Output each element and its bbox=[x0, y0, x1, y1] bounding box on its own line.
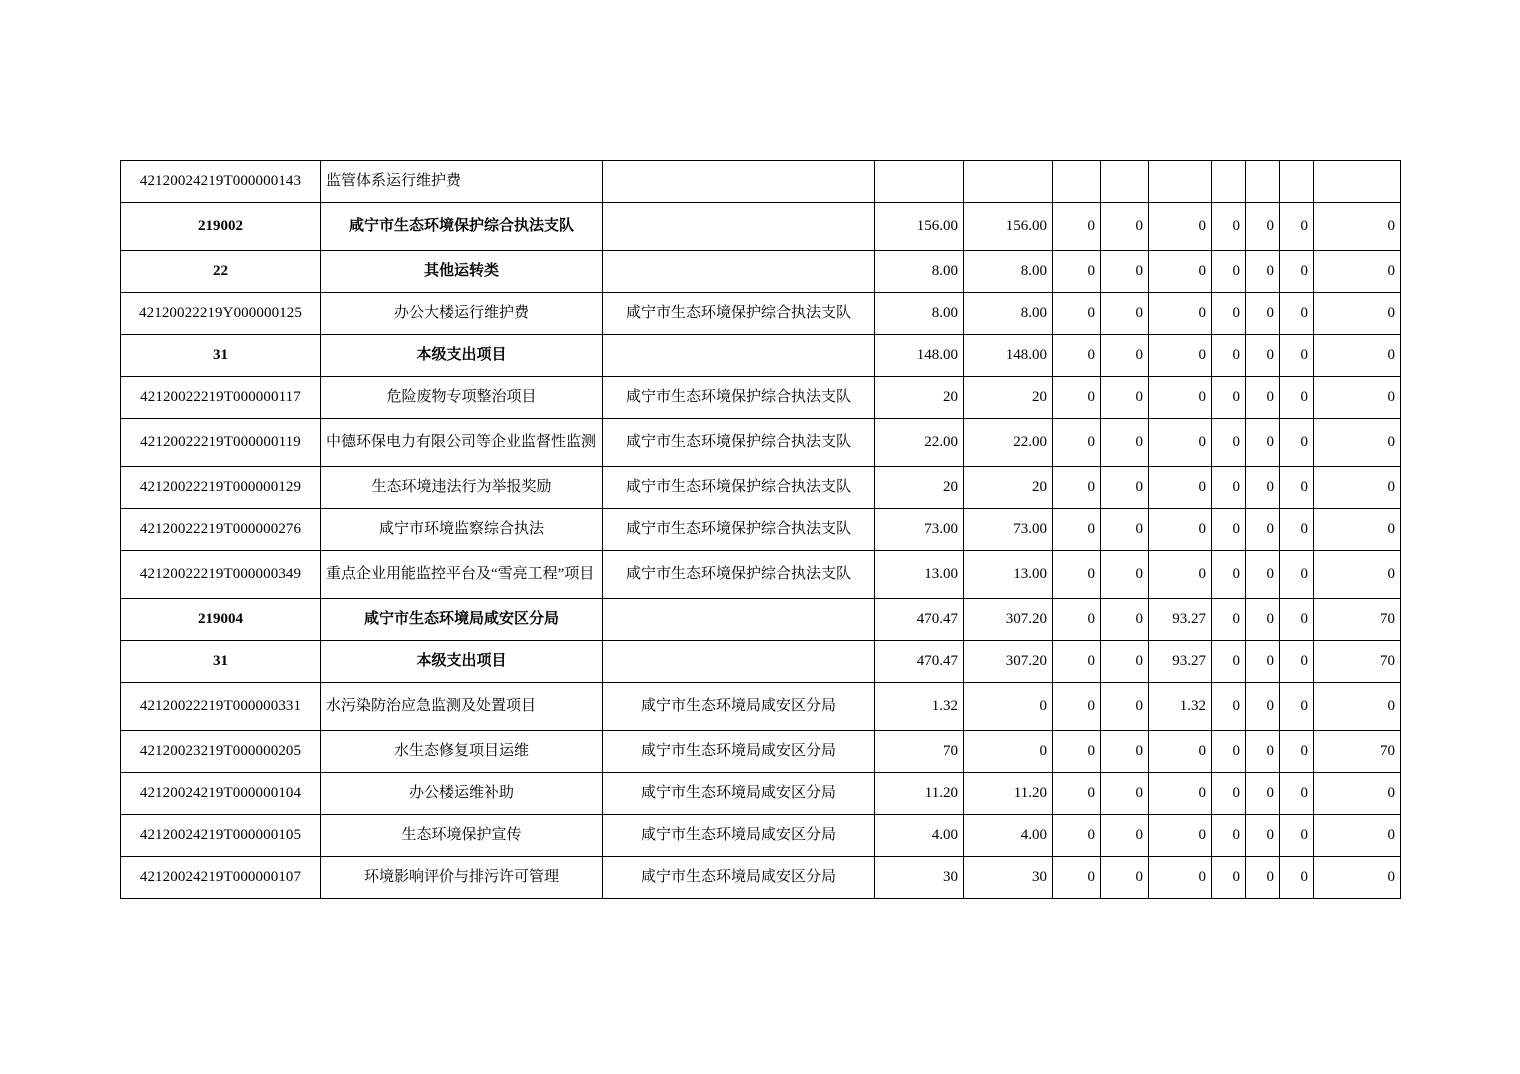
cell-value bbox=[1053, 161, 1101, 203]
cell-value: 93.27 bbox=[1149, 599, 1212, 641]
cell-value bbox=[1314, 161, 1401, 203]
cell-value: 470.47 bbox=[875, 599, 964, 641]
cell-project-code: 42120024219T000000143 bbox=[121, 161, 321, 203]
cell-value: 0 bbox=[1212, 551, 1246, 599]
table-row bbox=[121, 377, 1401, 419]
cell-value: 0 bbox=[1149, 773, 1212, 815]
cell-project-code: 42120024219T000000104 bbox=[121, 773, 321, 815]
cell-value: 0 bbox=[1314, 857, 1401, 899]
cell-value: 0 bbox=[1101, 377, 1149, 419]
cell-project-name: 水污染防治应急监测及处置项目 bbox=[321, 683, 603, 731]
cell-value: 0 bbox=[1314, 551, 1401, 599]
cell-unit-name bbox=[603, 641, 875, 683]
cell-project-code: 219002 bbox=[121, 203, 321, 251]
cell-value: 13.00 bbox=[875, 551, 964, 599]
cell-project-name: 水生态修复项目运维 bbox=[321, 731, 603, 773]
cell-value: 0 bbox=[1053, 641, 1101, 683]
cell-project-code: 22 bbox=[121, 251, 321, 293]
cell-value: 0 bbox=[1314, 335, 1401, 377]
cell-value: 0 bbox=[1314, 773, 1401, 815]
cell-value: 0 bbox=[1053, 377, 1101, 419]
cell-value: 0 bbox=[1280, 467, 1314, 509]
cell-value: 0 bbox=[964, 731, 1053, 773]
cell-project-code: 42120022219T000000119 bbox=[121, 419, 321, 467]
cell-value: 0 bbox=[1053, 551, 1101, 599]
cell-value: 0 bbox=[1149, 293, 1212, 335]
budget-table-container bbox=[120, 160, 1400, 899]
cell-value: 0 bbox=[1212, 773, 1246, 815]
cell-project-code: 42120022219T000000129 bbox=[121, 467, 321, 509]
cell-value bbox=[1280, 161, 1314, 203]
cell-value: 0 bbox=[1246, 815, 1280, 857]
cell-project-name: 环境影响评价与排污许可管理 bbox=[321, 857, 603, 899]
cell-project-name: 危险废物专项整治项目 bbox=[321, 377, 603, 419]
cell-value: 0 bbox=[1053, 293, 1101, 335]
cell-value: 0 bbox=[1246, 509, 1280, 551]
cell-value: 70 bbox=[1314, 731, 1401, 773]
cell-project-name: 监管体系运行维护费 bbox=[321, 161, 603, 203]
table-row bbox=[121, 641, 1401, 683]
cell-value: 0 bbox=[1246, 419, 1280, 467]
cell-value: 0 bbox=[1314, 377, 1401, 419]
cell-value bbox=[964, 161, 1053, 203]
cell-value: 0 bbox=[1101, 599, 1149, 641]
table-row bbox=[121, 203, 1401, 251]
cell-value: 0 bbox=[1212, 683, 1246, 731]
cell-unit-name bbox=[603, 599, 875, 641]
cell-value: 20 bbox=[964, 467, 1053, 509]
cell-value bbox=[1149, 161, 1212, 203]
cell-project-name: 办公大楼运行维护费 bbox=[321, 293, 603, 335]
table-row bbox=[121, 731, 1401, 773]
cell-value: 0 bbox=[1212, 251, 1246, 293]
cell-unit-name: 咸宁市生态环境局咸安区分局 bbox=[603, 857, 875, 899]
cell-value: 0 bbox=[1314, 467, 1401, 509]
cell-value: 0 bbox=[1280, 857, 1314, 899]
cell-project-name: 中德环保电力有限公司等企业监督性监测 bbox=[321, 419, 603, 467]
table-row bbox=[121, 551, 1401, 599]
cell-value: 20 bbox=[964, 377, 1053, 419]
cell-value: 0 bbox=[1246, 641, 1280, 683]
cell-value: 0 bbox=[1246, 599, 1280, 641]
cell-project-code: 42120022219T000000349 bbox=[121, 551, 321, 599]
cell-value: 0 bbox=[1149, 377, 1212, 419]
table-row bbox=[121, 857, 1401, 899]
table-row bbox=[121, 335, 1401, 377]
budget-table bbox=[120, 160, 1401, 899]
cell-project-code: 31 bbox=[121, 335, 321, 377]
cell-value: 0 bbox=[1101, 641, 1149, 683]
cell-value: 0 bbox=[1053, 857, 1101, 899]
cell-value: 307.20 bbox=[964, 641, 1053, 683]
cell-value: 0 bbox=[1246, 857, 1280, 899]
cell-value bbox=[1212, 161, 1246, 203]
cell-value: 0 bbox=[1053, 203, 1101, 251]
cell-value: 0 bbox=[1053, 467, 1101, 509]
cell-value: 70 bbox=[1314, 641, 1401, 683]
cell-value: 0 bbox=[1149, 509, 1212, 551]
cell-value: 0 bbox=[1053, 419, 1101, 467]
cell-value: 0 bbox=[1280, 203, 1314, 251]
cell-value: 0 bbox=[1101, 683, 1149, 731]
cell-value: 0 bbox=[1212, 857, 1246, 899]
cell-value: 0 bbox=[1246, 251, 1280, 293]
table-row bbox=[121, 599, 1401, 641]
cell-value: 0 bbox=[1280, 377, 1314, 419]
cell-value: 156.00 bbox=[875, 203, 964, 251]
cell-value: 73.00 bbox=[875, 509, 964, 551]
cell-value: 0 bbox=[1053, 683, 1101, 731]
cell-project-name: 重点企业用能监控平台及“雪亮工程”项目 bbox=[321, 551, 603, 599]
cell-value: 1.32 bbox=[875, 683, 964, 731]
cell-value: 0 bbox=[1280, 599, 1314, 641]
cell-value: 0 bbox=[1212, 509, 1246, 551]
cell-value: 0 bbox=[1314, 683, 1401, 731]
cell-value: 0 bbox=[1212, 815, 1246, 857]
cell-value: 0 bbox=[1101, 773, 1149, 815]
cell-project-name: 其他运转类 bbox=[321, 251, 603, 293]
table-row bbox=[121, 161, 1401, 203]
cell-value: 0 bbox=[1212, 599, 1246, 641]
cell-value: 0 bbox=[1212, 335, 1246, 377]
cell-value: 0 bbox=[1053, 335, 1101, 377]
cell-value: 70 bbox=[1314, 599, 1401, 641]
cell-value: 0 bbox=[1053, 599, 1101, 641]
cell-value: 93.27 bbox=[1149, 641, 1212, 683]
cell-value: 0 bbox=[1101, 251, 1149, 293]
cell-value: 0 bbox=[1246, 551, 1280, 599]
cell-unit-name: 咸宁市生态环境局咸安区分局 bbox=[603, 773, 875, 815]
cell-value: 11.20 bbox=[875, 773, 964, 815]
cell-value: 11.20 bbox=[964, 773, 1053, 815]
cell-project-name: 本级支出项目 bbox=[321, 641, 603, 683]
cell-value: 0 bbox=[1246, 335, 1280, 377]
cell-value: 0 bbox=[1246, 377, 1280, 419]
cell-value: 148.00 bbox=[964, 335, 1053, 377]
cell-value: 0 bbox=[1212, 293, 1246, 335]
cell-value: 8.00 bbox=[875, 251, 964, 293]
cell-unit-name bbox=[603, 203, 875, 251]
cell-value: 0 bbox=[1246, 731, 1280, 773]
cell-value: 70 bbox=[875, 731, 964, 773]
cell-value: 0 bbox=[1280, 293, 1314, 335]
cell-value: 0 bbox=[1212, 641, 1246, 683]
cell-value: 20 bbox=[875, 377, 964, 419]
cell-value: 0 bbox=[1101, 467, 1149, 509]
cell-project-name: 咸宁市环境监察综合执法 bbox=[321, 509, 603, 551]
cell-value: 0 bbox=[1053, 509, 1101, 551]
cell-project-name: 本级支出项目 bbox=[321, 335, 603, 377]
cell-project-code: 42120022219T000000117 bbox=[121, 377, 321, 419]
cell-project-name: 咸宁市生态环境局咸安区分局 bbox=[321, 599, 603, 641]
cell-value: 1.32 bbox=[1149, 683, 1212, 731]
cell-value: 0 bbox=[1280, 815, 1314, 857]
cell-value: 20 bbox=[875, 467, 964, 509]
cell-value: 0 bbox=[1212, 377, 1246, 419]
cell-value: 0 bbox=[1149, 551, 1212, 599]
cell-value: 0 bbox=[1314, 251, 1401, 293]
cell-value: 8.00 bbox=[875, 293, 964, 335]
budget-table-body bbox=[121, 161, 1401, 899]
table-row bbox=[121, 815, 1401, 857]
cell-value: 0 bbox=[1149, 731, 1212, 773]
cell-value: 0 bbox=[1101, 857, 1149, 899]
cell-unit-name: 咸宁市生态环境局咸安区分局 bbox=[603, 683, 875, 731]
cell-value: 0 bbox=[1101, 419, 1149, 467]
cell-value: 156.00 bbox=[964, 203, 1053, 251]
cell-project-code: 42120023219T000000205 bbox=[121, 731, 321, 773]
cell-value: 0 bbox=[1314, 509, 1401, 551]
cell-value: 73.00 bbox=[964, 509, 1053, 551]
cell-unit-name: 咸宁市生态环境保护综合执法支队 bbox=[603, 377, 875, 419]
table-row bbox=[121, 773, 1401, 815]
cell-value: 0 bbox=[1101, 551, 1149, 599]
table-row bbox=[121, 251, 1401, 293]
cell-value: 0 bbox=[1280, 683, 1314, 731]
cell-value: 0 bbox=[1280, 335, 1314, 377]
cell-value: 8.00 bbox=[964, 251, 1053, 293]
cell-value: 0 bbox=[1053, 731, 1101, 773]
cell-project-name: 生态环境保护宣传 bbox=[321, 815, 603, 857]
cell-project-code: 42120024219T000000105 bbox=[121, 815, 321, 857]
cell-value: 0 bbox=[1149, 251, 1212, 293]
cell-value bbox=[1101, 161, 1149, 203]
cell-value: 307.20 bbox=[964, 599, 1053, 641]
cell-value: 0 bbox=[1212, 467, 1246, 509]
cell-value bbox=[1246, 161, 1280, 203]
cell-project-code: 42120022219T000000276 bbox=[121, 509, 321, 551]
cell-value: 0 bbox=[1280, 509, 1314, 551]
table-row bbox=[121, 293, 1401, 335]
cell-value: 0 bbox=[1053, 815, 1101, 857]
cell-value: 0 bbox=[1212, 419, 1246, 467]
table-row bbox=[121, 683, 1401, 731]
cell-project-name: 办公楼运维补助 bbox=[321, 773, 603, 815]
cell-unit-name: 咸宁市生态环境局咸安区分局 bbox=[603, 815, 875, 857]
table-row bbox=[121, 509, 1401, 551]
cell-unit-name: 咸宁市生态环境局咸安区分局 bbox=[603, 731, 875, 773]
cell-value: 4.00 bbox=[964, 815, 1053, 857]
cell-value: 0 bbox=[1053, 251, 1101, 293]
cell-value: 13.00 bbox=[964, 551, 1053, 599]
cell-value: 0 bbox=[1280, 551, 1314, 599]
cell-value: 0 bbox=[1212, 731, 1246, 773]
cell-value: 0 bbox=[1149, 419, 1212, 467]
cell-value: 22.00 bbox=[875, 419, 964, 467]
cell-unit-name bbox=[603, 335, 875, 377]
cell-value: 470.47 bbox=[875, 641, 964, 683]
cell-unit-name: 咸宁市生态环境保护综合执法支队 bbox=[603, 551, 875, 599]
cell-value: 0 bbox=[1053, 773, 1101, 815]
cell-value: 0 bbox=[1149, 203, 1212, 251]
cell-unit-name: 咸宁市生态环境保护综合执法支队 bbox=[603, 509, 875, 551]
cell-value: 4.00 bbox=[875, 815, 964, 857]
cell-value: 0 bbox=[1280, 731, 1314, 773]
cell-value: 22.00 bbox=[964, 419, 1053, 467]
cell-value: 0 bbox=[1280, 251, 1314, 293]
table-row bbox=[121, 419, 1401, 467]
cell-value bbox=[875, 161, 964, 203]
cell-value: 0 bbox=[1314, 815, 1401, 857]
cell-value: 0 bbox=[1280, 419, 1314, 467]
cell-project-name: 咸宁市生态环境保护综合执法支队 bbox=[321, 203, 603, 251]
cell-value: 148.00 bbox=[875, 335, 964, 377]
cell-value: 0 bbox=[1101, 203, 1149, 251]
cell-value: 0 bbox=[1101, 731, 1149, 773]
cell-value: 0 bbox=[1246, 683, 1280, 731]
cell-unit-name: 咸宁市生态环境保护综合执法支队 bbox=[603, 419, 875, 467]
cell-unit-name: 咸宁市生态环境保护综合执法支队 bbox=[603, 467, 875, 509]
cell-project-code: 42120022219T000000331 bbox=[121, 683, 321, 731]
cell-unit-name bbox=[603, 251, 875, 293]
cell-value: 8.00 bbox=[964, 293, 1053, 335]
cell-project-code: 42120022219Y000000125 bbox=[121, 293, 321, 335]
cell-value: 0 bbox=[1212, 203, 1246, 251]
cell-value: 0 bbox=[964, 683, 1053, 731]
cell-value: 0 bbox=[1149, 467, 1212, 509]
cell-value: 0 bbox=[1246, 773, 1280, 815]
cell-project-name: 生态环境违法行为举报奖励 bbox=[321, 467, 603, 509]
cell-value: 0 bbox=[1149, 815, 1212, 857]
cell-value: 0 bbox=[1149, 335, 1212, 377]
cell-unit-name bbox=[603, 161, 875, 203]
cell-value: 0 bbox=[1246, 203, 1280, 251]
cell-value: 0 bbox=[1101, 335, 1149, 377]
cell-project-code: 31 bbox=[121, 641, 321, 683]
cell-value: 0 bbox=[1101, 293, 1149, 335]
cell-value: 0 bbox=[1149, 857, 1212, 899]
cell-project-code: 42120024219T000000107 bbox=[121, 857, 321, 899]
cell-unit-name: 咸宁市生态环境保护综合执法支队 bbox=[603, 293, 875, 335]
cell-project-code: 219004 bbox=[121, 599, 321, 641]
cell-value: 30 bbox=[964, 857, 1053, 899]
cell-value: 0 bbox=[1314, 203, 1401, 251]
cell-value: 0 bbox=[1314, 419, 1401, 467]
cell-value: 0 bbox=[1280, 641, 1314, 683]
table-row bbox=[121, 467, 1401, 509]
cell-value: 0 bbox=[1314, 293, 1401, 335]
cell-value: 0 bbox=[1246, 293, 1280, 335]
cell-value: 30 bbox=[875, 857, 964, 899]
cell-value: 0 bbox=[1101, 815, 1149, 857]
cell-value: 0 bbox=[1246, 467, 1280, 509]
cell-value: 0 bbox=[1280, 773, 1314, 815]
cell-value: 0 bbox=[1101, 509, 1149, 551]
